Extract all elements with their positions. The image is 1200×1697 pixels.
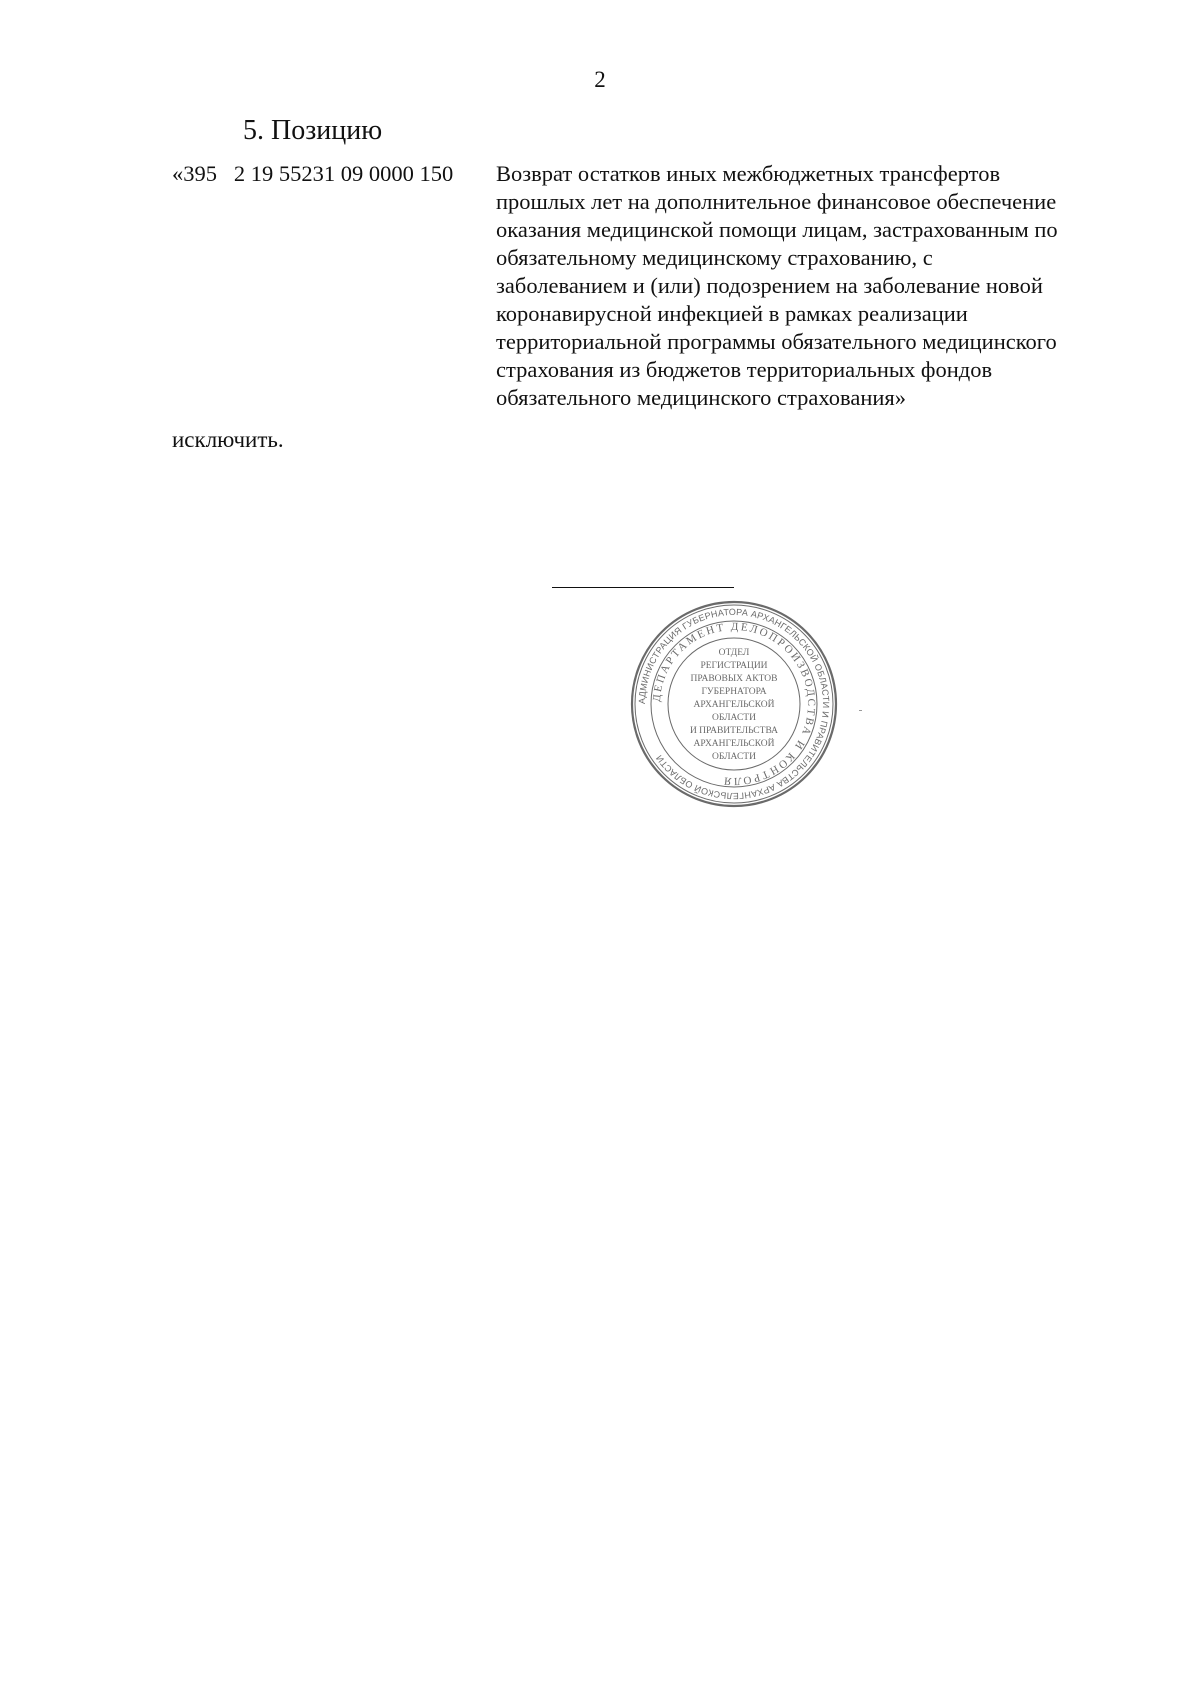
description-line: коронавирусной инфекцией в рамках реализации [496, 301, 968, 326]
description-line: оказания медицинской помощи лицам, застрахованным по [496, 217, 1058, 242]
description-line: обязательному медицинскому страхованию, с [496, 245, 933, 270]
seal-center-line: АРХАНГЕЛЬСКОЙ [693, 700, 775, 710]
description-line: прошлых лет на дополнительное финансовое обеспечение [496, 189, 1057, 214]
seal-center-line: РЕГИСТРАЦИИ [700, 661, 768, 671]
description-line: обязательного медицинского страхования» [496, 385, 906, 410]
section-heading: 5. Позицию [243, 115, 383, 146]
position-description [496, 160, 1136, 412]
seal-graphic [628, 599, 840, 809]
page-number: 2 [594, 67, 606, 92]
seal-center-line: ОТДЕЛ [718, 648, 750, 658]
description-line: территориальной программы обязательного медицинского [496, 329, 1057, 354]
description-line: заболеванием и (или) подозрением на заболевание новой [496, 273, 1043, 298]
seal-inner-text: ДЕПАРТАМЕНТ ДЕЛОПРОИЗВОДСТВА И КОНТРОЛЯ [650, 620, 818, 788]
seal-center-text [690, 648, 778, 762]
official-seal [628, 599, 840, 809]
closing-text: исключить. [172, 427, 284, 452]
seal-center-line: ПРАВОВЫХ АКТОВ [690, 674, 778, 684]
seal-center-line: ГУБЕРНАТОРА [701, 687, 767, 697]
seal-center-line: И ПРАВИТЕЛЬСТВА [689, 726, 779, 736]
seal-center-line: ОБЛАСТИ [712, 713, 756, 723]
description-line: Возврат остатков иных межбюджетных трансфертов [496, 161, 1001, 186]
seal-outer-text: АДМИНИСТРАЦИЯ ГУБЕРНАТОРА АРХАНГЕЛЬСКОЙ ОБЛАСТИ И ПРАВИТЕЛЬСТВА АРХАНГЕЛЬСКОЙ ОБЛАСТИ [636, 606, 832, 802]
seal-center-line: ОБЛАСТИ [712, 752, 756, 762]
position-code: «395 2 19 55231 09 0000 150 [172, 161, 454, 186]
description-line: страхования из бюджетов территориальных фондов [496, 357, 993, 382]
seal-center-line: АРХАНГЕЛЬСКОЙ [693, 739, 775, 749]
separator-line [552, 587, 734, 588]
stray-mark [859, 710, 862, 711]
